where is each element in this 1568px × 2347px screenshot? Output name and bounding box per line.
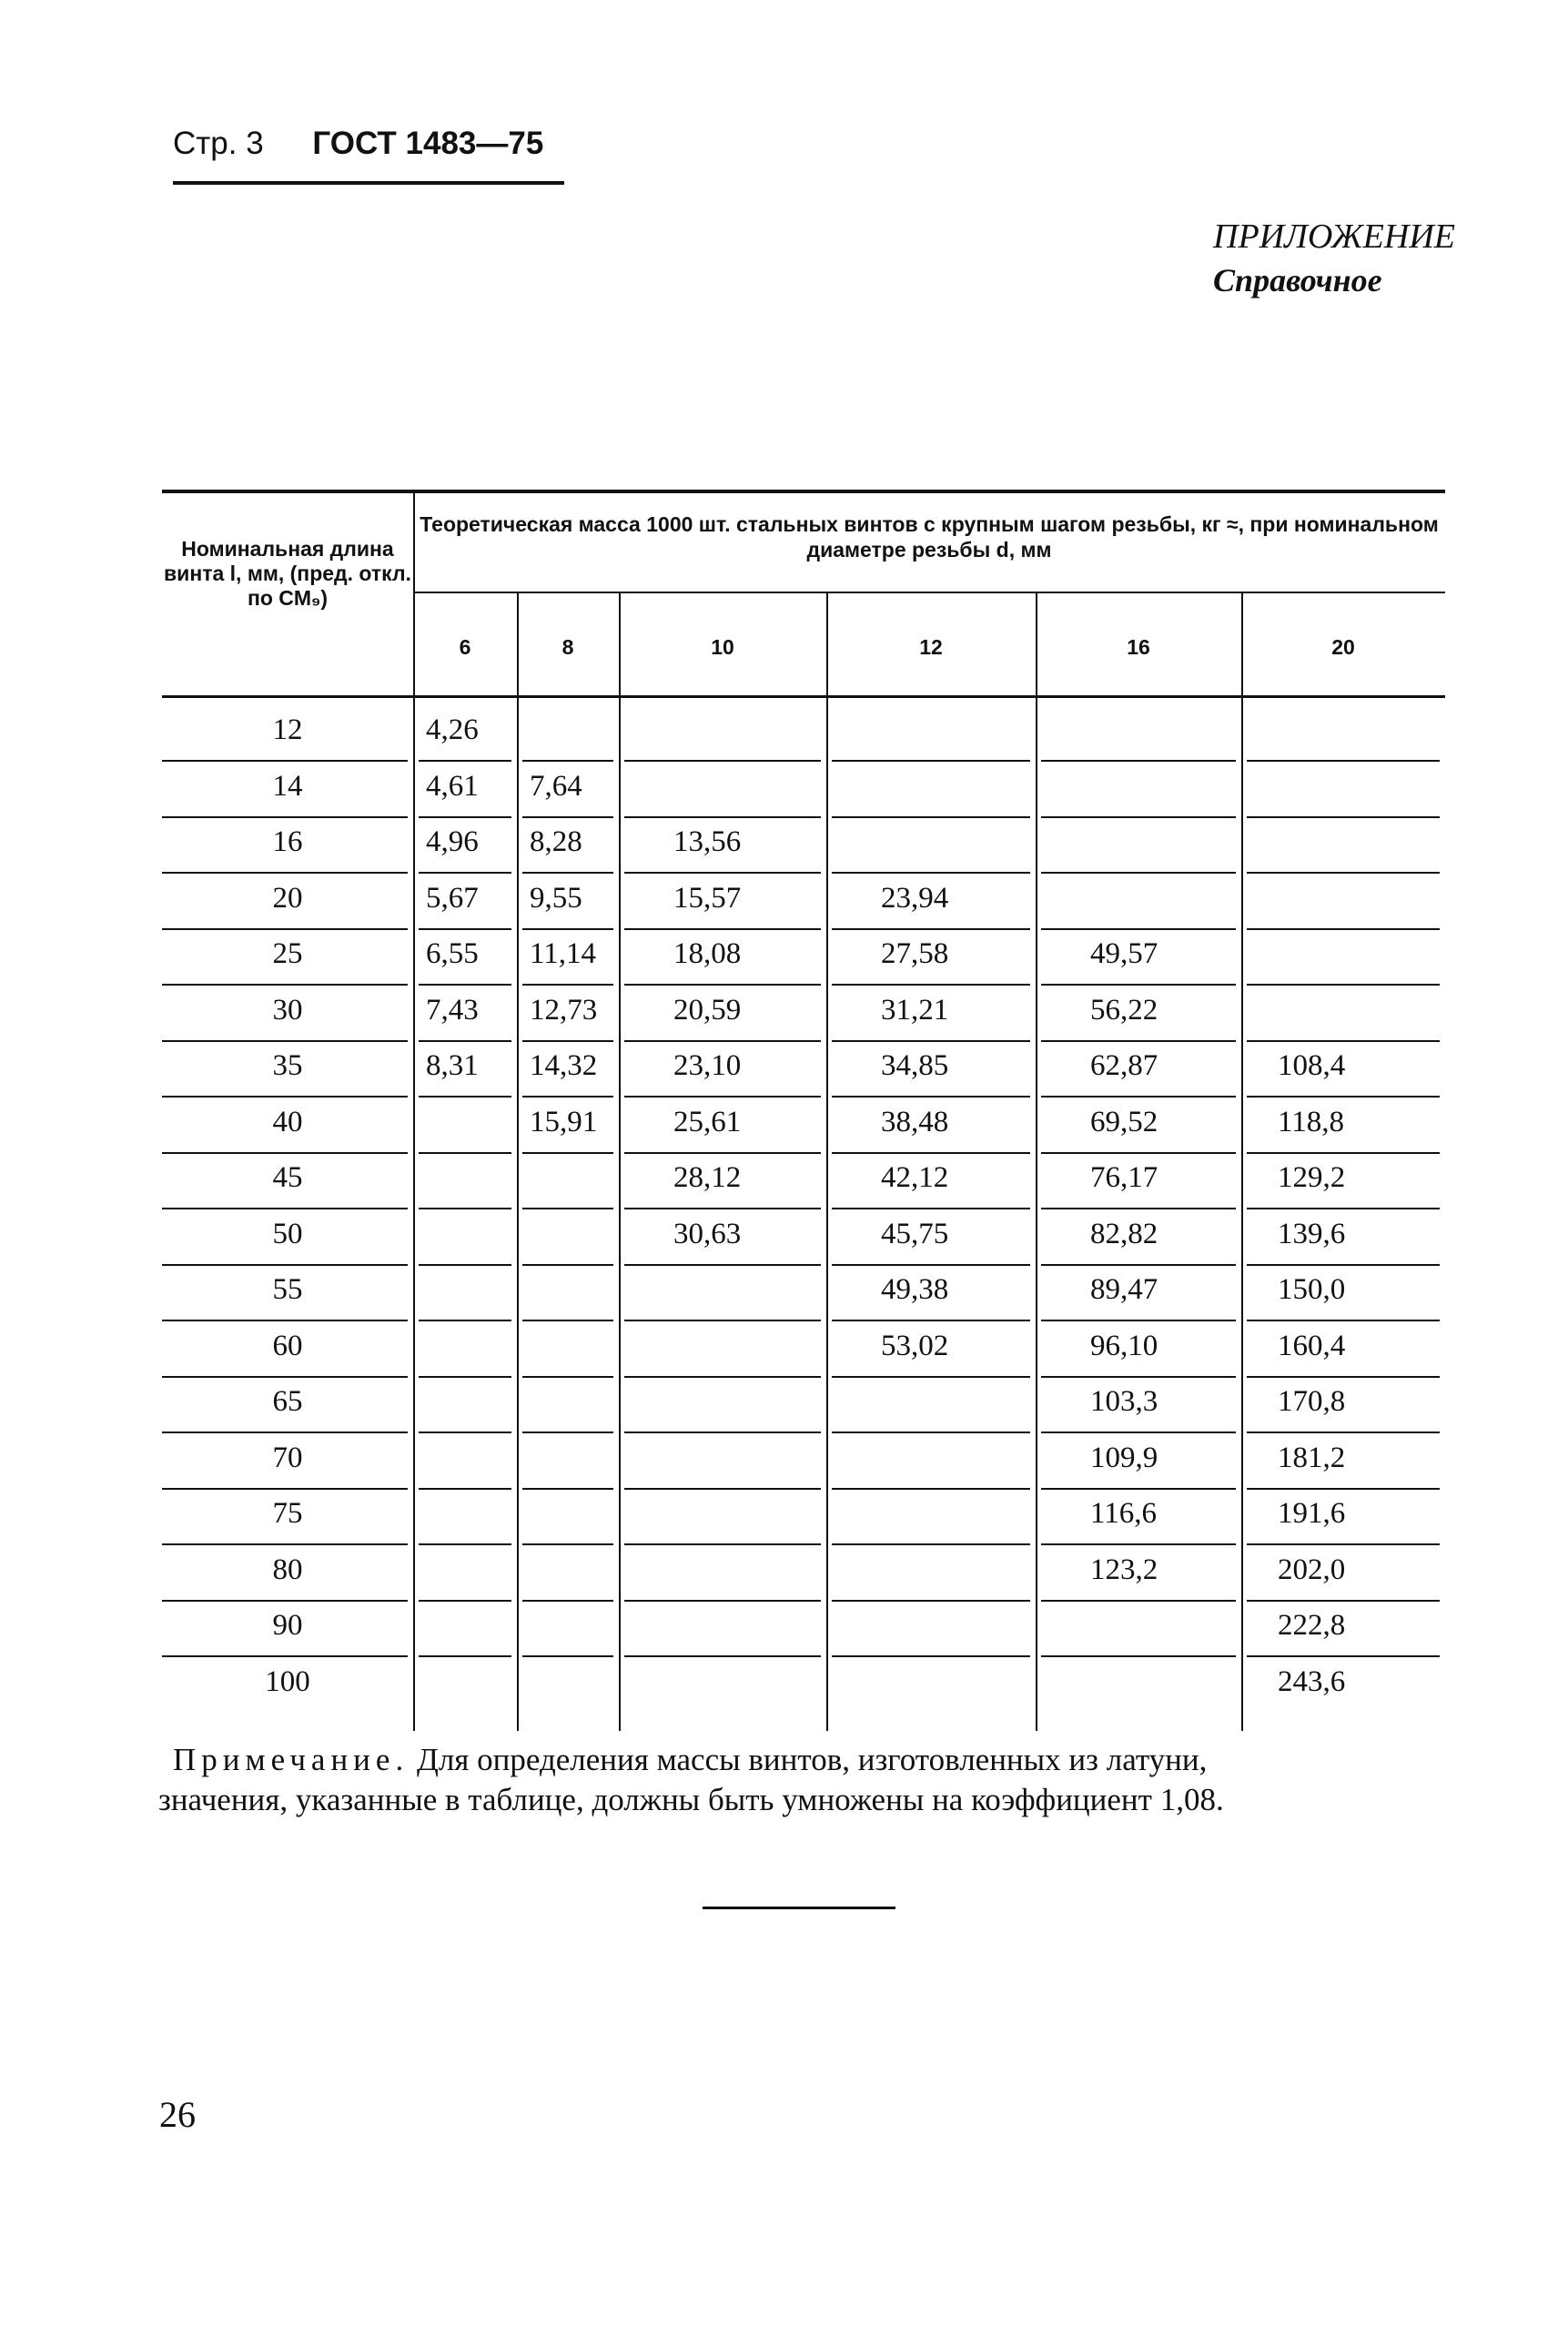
- mass-cell: 7,64: [530, 769, 582, 803]
- note-text-1: Для определения массы винтов, изготовленных из латуни,: [409, 1742, 1208, 1777]
- mass-cell: 34,85: [881, 1049, 949, 1082]
- mass-cell: 13,56: [673, 825, 742, 858]
- length-cell: 55: [272, 1273, 303, 1306]
- table-row: [162, 706, 1445, 762]
- table-row: [162, 1210, 1445, 1266]
- mass-cell: 15,91: [530, 1105, 598, 1138]
- mass-cell: 181,2: [1278, 1441, 1346, 1474]
- mass-cell: 31,21: [881, 993, 949, 1027]
- length-cell: 100: [265, 1664, 310, 1698]
- table-row: [162, 763, 1445, 818]
- note-lead: Примечание.: [173, 1742, 410, 1777]
- table-top-rule: [162, 490, 1445, 493]
- diameter-header-1: 8: [561, 635, 574, 659]
- mass-cell: 4,61: [426, 769, 479, 803]
- mass-cell: 12,73: [530, 993, 598, 1027]
- mass-cell: 23,94: [881, 881, 949, 915]
- length-cell: 60: [272, 1329, 303, 1362]
- mass-cell: 28,12: [673, 1161, 742, 1194]
- length-cell: 40: [272, 1105, 303, 1138]
- mass-cell: 62,87: [1090, 1049, 1158, 1082]
- mass-cell: 243,6: [1278, 1664, 1346, 1698]
- length-cell: 30: [272, 993, 303, 1027]
- mass-cell: 69,52: [1090, 1105, 1158, 1138]
- table-row: [162, 986, 1445, 1042]
- gost-code: ГОСТ 1483—75: [312, 126, 544, 161]
- table-row: [162, 1490, 1445, 1545]
- mass-cell: 11,14: [530, 937, 597, 970]
- mass-cell: 150,0: [1278, 1273, 1346, 1306]
- mass-cell: 76,17: [1090, 1161, 1158, 1194]
- diameter-header-0: 6: [459, 635, 471, 659]
- mass-cell: 160,4: [1278, 1329, 1346, 1362]
- mass-cell: 109,9: [1090, 1441, 1158, 1474]
- length-cell: 90: [272, 1609, 303, 1642]
- table-row: [162, 1154, 1445, 1209]
- mass-cell: 89,47: [1090, 1273, 1158, 1306]
- mass-cell: 15,57: [673, 881, 742, 915]
- mass-table: [162, 490, 1445, 1731]
- mass-cell: 123,2: [1090, 1553, 1158, 1586]
- mass-cell: 108,4: [1278, 1049, 1346, 1082]
- length-cell: 16: [272, 825, 303, 858]
- mass-cell: 38,48: [881, 1105, 949, 1138]
- mass-cell: 27,58: [881, 937, 949, 970]
- mass-cell: 20,59: [673, 993, 742, 1027]
- mass-cell: 202,0: [1278, 1553, 1346, 1586]
- table-row: [162, 1546, 1445, 1602]
- table-header-rule: [162, 695, 1445, 698]
- table-row: [162, 1378, 1445, 1433]
- mass-cell: 9,55: [530, 881, 582, 915]
- table-row: [162, 1042, 1445, 1098]
- running-header: [173, 126, 543, 162]
- length-cell: 75: [272, 1497, 303, 1530]
- mass-cell: 96,10: [1090, 1329, 1158, 1362]
- diameter-header-5: 20: [1331, 635, 1355, 659]
- group-header-rule: [413, 592, 1445, 593]
- mass-cell: 23,10: [673, 1049, 742, 1082]
- mass-cell: 170,8: [1278, 1385, 1346, 1418]
- mass-cell: 6,55: [426, 937, 479, 970]
- length-cell: 80: [272, 1553, 303, 1586]
- table-row: [162, 1322, 1445, 1378]
- mass-cell: 56,22: [1090, 993, 1158, 1027]
- mass-cell: 222,8: [1278, 1609, 1346, 1642]
- mass-group-header: Теоретическая масса 1000 шт. стальных винтов с крупным шагом резьбы, кг ≈, при номинальном диаметре резьбы d, мм: [420, 512, 1439, 561]
- table-row: [162, 1434, 1445, 1490]
- appendix-heading: [1213, 215, 1455, 302]
- mass-cell: 49,57: [1090, 937, 1158, 970]
- mass-cell: 5,67: [426, 881, 479, 915]
- mass-cell: 8,31: [426, 1049, 479, 1082]
- mass-cell: 191,6: [1278, 1497, 1346, 1530]
- mass-cell: 42,12: [881, 1161, 949, 1194]
- mass-cell: 49,38: [881, 1273, 949, 1306]
- mass-cell: 82,82: [1090, 1217, 1158, 1250]
- table-row: [162, 1098, 1445, 1154]
- mass-cell: 53,02: [881, 1329, 949, 1362]
- length-cell: 12: [272, 713, 303, 746]
- appendix-title: ПРИЛОЖЕНИЕ: [1213, 218, 1455, 256]
- table-note: [158, 1740, 1447, 1820]
- mass-cell: 14,32: [530, 1049, 598, 1082]
- table-row: [162, 818, 1445, 874]
- mass-cell: 129,2: [1278, 1161, 1346, 1194]
- mass-cell: 4,96: [426, 825, 479, 858]
- mass-cell: 4,26: [426, 713, 479, 746]
- note-text-2: значения, указанные в таблице, должны быть умножены на коэффициент 1,08.: [158, 1782, 1224, 1817]
- mass-cell: 116,6: [1090, 1497, 1158, 1530]
- length-cell: 45: [272, 1161, 303, 1194]
- page-label: Стр. 3: [173, 126, 264, 161]
- length-cell: 14: [272, 769, 303, 803]
- mass-cell: 118,8: [1278, 1105, 1345, 1138]
- mass-cell: 45,75: [881, 1217, 949, 1250]
- length-cell: 35: [272, 1049, 303, 1082]
- table-row: [162, 875, 1445, 930]
- appendix-subtitle: Справочное: [1213, 262, 1382, 298]
- length-cell: 25: [272, 937, 303, 970]
- table-row: [162, 1602, 1445, 1657]
- mass-cell: 103,3: [1090, 1385, 1158, 1418]
- mass-cell: 139,6: [1278, 1217, 1346, 1250]
- mass-cell: 7,43: [426, 993, 479, 1027]
- diameter-header-4: 16: [1127, 635, 1150, 659]
- length-cell: 50: [272, 1217, 303, 1250]
- header-rule: [173, 181, 564, 185]
- mass-cell: 25,61: [673, 1105, 742, 1138]
- mass-cell: 30,63: [673, 1217, 742, 1250]
- mass-cell: 18,08: [673, 937, 742, 970]
- length-column-header: Номинальная длина винта l, мм, (пред. откл. по CM₉): [164, 537, 411, 610]
- length-cell: 20: [272, 881, 303, 915]
- table-row: [162, 930, 1445, 986]
- table-row: [162, 1266, 1445, 1321]
- mass-cell: 8,28: [530, 825, 582, 858]
- length-cell: 70: [272, 1441, 303, 1474]
- diameter-header-2: 10: [711, 635, 734, 659]
- end-separator: [703, 1907, 895, 1909]
- table-row: [162, 1658, 1445, 1714]
- page-number: 26: [159, 2094, 196, 2135]
- length-cell: 65: [272, 1385, 303, 1418]
- diameter-header-3: 12: [919, 635, 943, 659]
